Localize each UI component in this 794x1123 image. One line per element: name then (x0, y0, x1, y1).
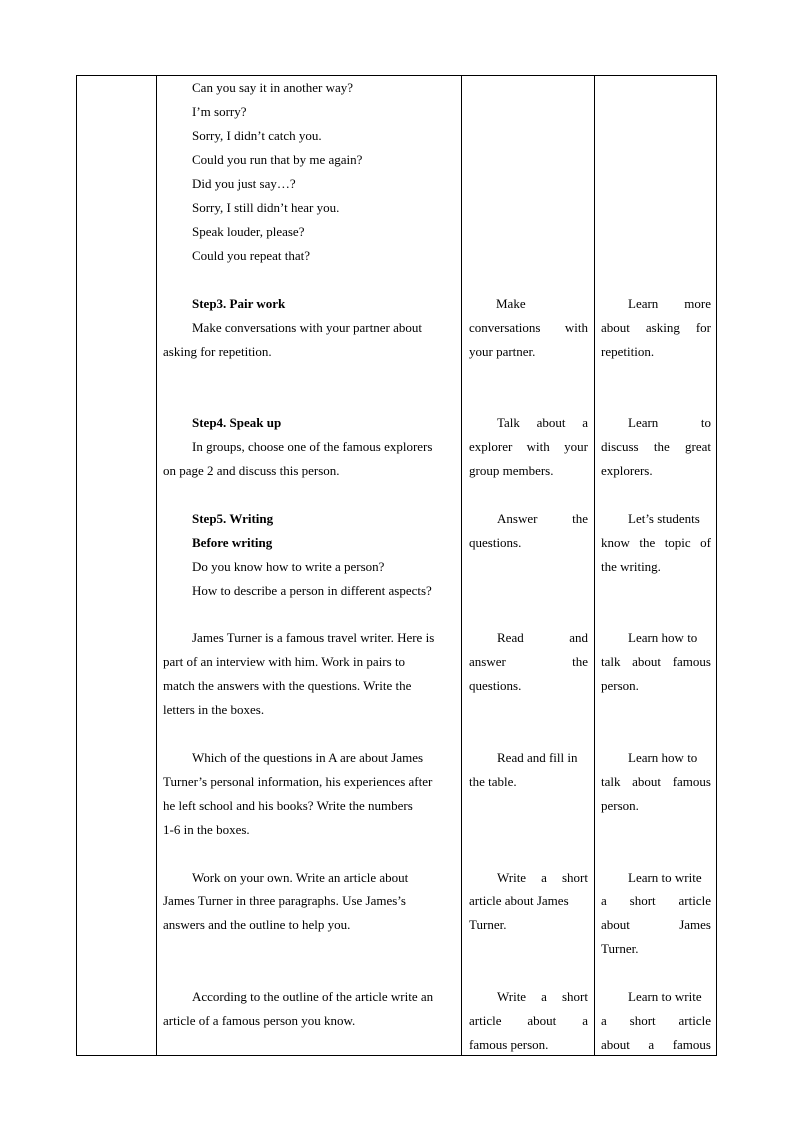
purpose-word: to (700, 415, 711, 430)
before-writing-question: Do you know how to write a person? (192, 559, 385, 574)
repetition-phrase: Speak louder, please? (192, 224, 305, 239)
activity-word: your (564, 439, 588, 454)
purpose-word: famous (672, 1037, 711, 1052)
purpose-line (601, 435, 711, 459)
purpose-word: of (700, 535, 711, 550)
activity-text: the table. (469, 774, 517, 789)
column-divider-1 (156, 76, 157, 1055)
purpose-line (628, 411, 711, 435)
step3-heading: Step3. Pair work (192, 296, 286, 311)
purpose-word: Learn (628, 415, 659, 430)
activity-word: Talk (497, 415, 520, 430)
purpose-word: great (685, 439, 711, 454)
activity-line (497, 866, 588, 890)
activity-word: Read (497, 630, 524, 645)
purpose-word: the (639, 535, 656, 550)
activity-text: group members. (469, 463, 554, 478)
activity-text: your partner. (469, 344, 536, 359)
activity-word: a (582, 415, 588, 430)
purpose-word: a (601, 1013, 607, 1028)
activity-text: article about James (469, 893, 569, 908)
repetition-phrase: Could you run that by me again? (192, 152, 363, 167)
repetition-phrase: I’m sorry? (192, 104, 247, 119)
activity-word: with (564, 320, 588, 335)
step4-text: on page 2 and discuss this person. (163, 463, 340, 478)
purpose-word: a (601, 893, 607, 908)
activity-word: Write (497, 989, 527, 1004)
purpose-word: the (653, 439, 670, 454)
activity-line (497, 507, 588, 531)
purpose-line (601, 770, 711, 794)
purpose-text: Learn to write (628, 989, 702, 1004)
purpose-line (601, 650, 711, 674)
activity-text: questions. (469, 535, 522, 550)
activity-text: Make (496, 296, 526, 311)
activity-line (497, 626, 588, 650)
activity-word: article (469, 1013, 502, 1028)
column-divider-3 (594, 76, 595, 1055)
purpose-text: explorers. (601, 463, 653, 478)
purpose-word: for (695, 320, 711, 335)
purpose-text: Learn to write (628, 870, 702, 885)
purpose-text: the writing. (601, 559, 661, 574)
activity-word: with (526, 439, 550, 454)
purpose-text: person. (601, 678, 639, 693)
task-d-text: According to the outline of the article write an (192, 989, 434, 1004)
task-b-text: Which of the questions in A are about James (192, 750, 424, 765)
activity-line (469, 435, 588, 459)
purpose-word: Learn (628, 296, 659, 311)
column-divider-2 (461, 76, 462, 1055)
purpose-word: famous (672, 654, 711, 669)
activity-word: the (572, 654, 588, 669)
activity-line (469, 1009, 588, 1033)
repetition-phrase: Sorry, I still didn’t hear you. (192, 200, 340, 215)
activity-text: famous person. (469, 1037, 549, 1052)
purpose-line (601, 1033, 711, 1057)
task-a-text: James Turner is a famous travel writer. Here is (192, 630, 435, 645)
activity-line (497, 411, 588, 435)
purpose-line (601, 531, 711, 555)
activity-line (469, 650, 588, 674)
activity-line (469, 316, 588, 340)
task-a-text: match the answers with the questions. Write the (163, 678, 412, 693)
activity-word: a (541, 870, 547, 885)
purpose-line (628, 292, 711, 316)
task-b-text: 1-6 in the boxes. (163, 822, 250, 837)
activity-line (497, 985, 588, 1009)
purpose-text: Learn how to (628, 630, 698, 645)
task-a-text: part of an interview with him. Work in pairs to (163, 654, 406, 669)
activity-text: Turner. (469, 917, 507, 932)
purpose-word: James (679, 917, 711, 932)
purpose-line (601, 1009, 711, 1033)
step3-text: asking for repetition. (163, 344, 272, 359)
task-c-text: James Turner in three paragraphs. Use James’s (163, 893, 406, 908)
task-c-text: answers and the outline to help you. (163, 917, 351, 932)
activity-word: short (561, 870, 588, 885)
before-writing-question: How to describe a person in different aspects? (192, 583, 432, 598)
purpose-word: asking (645, 320, 680, 335)
purpose-word: a (648, 1037, 655, 1052)
step4-text: In groups, choose one of the famous explorers (192, 439, 433, 454)
step4-heading: Step4. Speak up (192, 415, 282, 430)
purpose-word: short (629, 1013, 656, 1028)
purpose-line (601, 913, 711, 937)
purpose-word: know (601, 535, 630, 550)
activity-word: and (569, 630, 588, 645)
activity-word: the (572, 511, 588, 526)
purpose-word: talk (601, 774, 621, 789)
purpose-word: short (629, 893, 656, 908)
purpose-word: article (678, 893, 711, 908)
purpose-word: about (601, 917, 630, 932)
activity-word: about (536, 415, 566, 430)
task-c-text: Work on your own. Write an article about (192, 870, 409, 885)
repetition-phrase: Can you say it in another way? (192, 80, 354, 95)
purpose-word: talk (601, 654, 621, 669)
activity-word: explorer (469, 439, 513, 454)
purpose-word: topic (664, 535, 691, 550)
purpose-word: more (684, 296, 711, 311)
purpose-line (601, 889, 711, 913)
activity-word: conversations (469, 320, 541, 335)
activity-text: Read and fill in (497, 750, 578, 765)
purpose-word: about (632, 774, 662, 789)
purpose-word: article (678, 1013, 711, 1028)
task-b-text: Turner’s personal information, his experiences after (163, 774, 433, 789)
purpose-text: Turner. (601, 941, 639, 956)
purpose-word: about (601, 320, 630, 335)
task-b-text: he left school and his books? Write the numbers (163, 798, 413, 813)
activity-word: answer (469, 654, 506, 669)
purpose-word: about (632, 654, 662, 669)
task-d-text: article of a famous person you know. (163, 1013, 356, 1028)
repetition-phrase: Did you just say…? (192, 176, 296, 191)
purpose-text: person. (601, 798, 639, 813)
activity-word: a (541, 989, 547, 1004)
purpose-line (601, 316, 711, 340)
activity-word: Write (497, 870, 527, 885)
activity-text: questions. (469, 678, 522, 693)
repetition-phrase: Could you repeat that? (192, 248, 311, 263)
purpose-text: repetition. (601, 344, 655, 359)
before-writing-heading: Before writing (192, 535, 273, 550)
purpose-word: famous (672, 774, 711, 789)
activity-word: short (561, 989, 588, 1004)
purpose-text: Learn how to (628, 750, 698, 765)
purpose-word: about (601, 1037, 630, 1052)
purpose-word: discuss (601, 439, 639, 454)
step5-heading: Step5. Writing (192, 511, 274, 526)
task-a-text: letters in the boxes. (163, 702, 265, 717)
activity-word: about (527, 1013, 557, 1028)
activity-word: a (582, 1013, 588, 1028)
purpose-text: Let’s students (628, 511, 700, 526)
step3-text: Make conversations with your partner about (192, 320, 422, 335)
repetition-phrase: Sorry, I didn’t catch you. (192, 128, 322, 143)
activity-word: Answer (497, 511, 538, 526)
